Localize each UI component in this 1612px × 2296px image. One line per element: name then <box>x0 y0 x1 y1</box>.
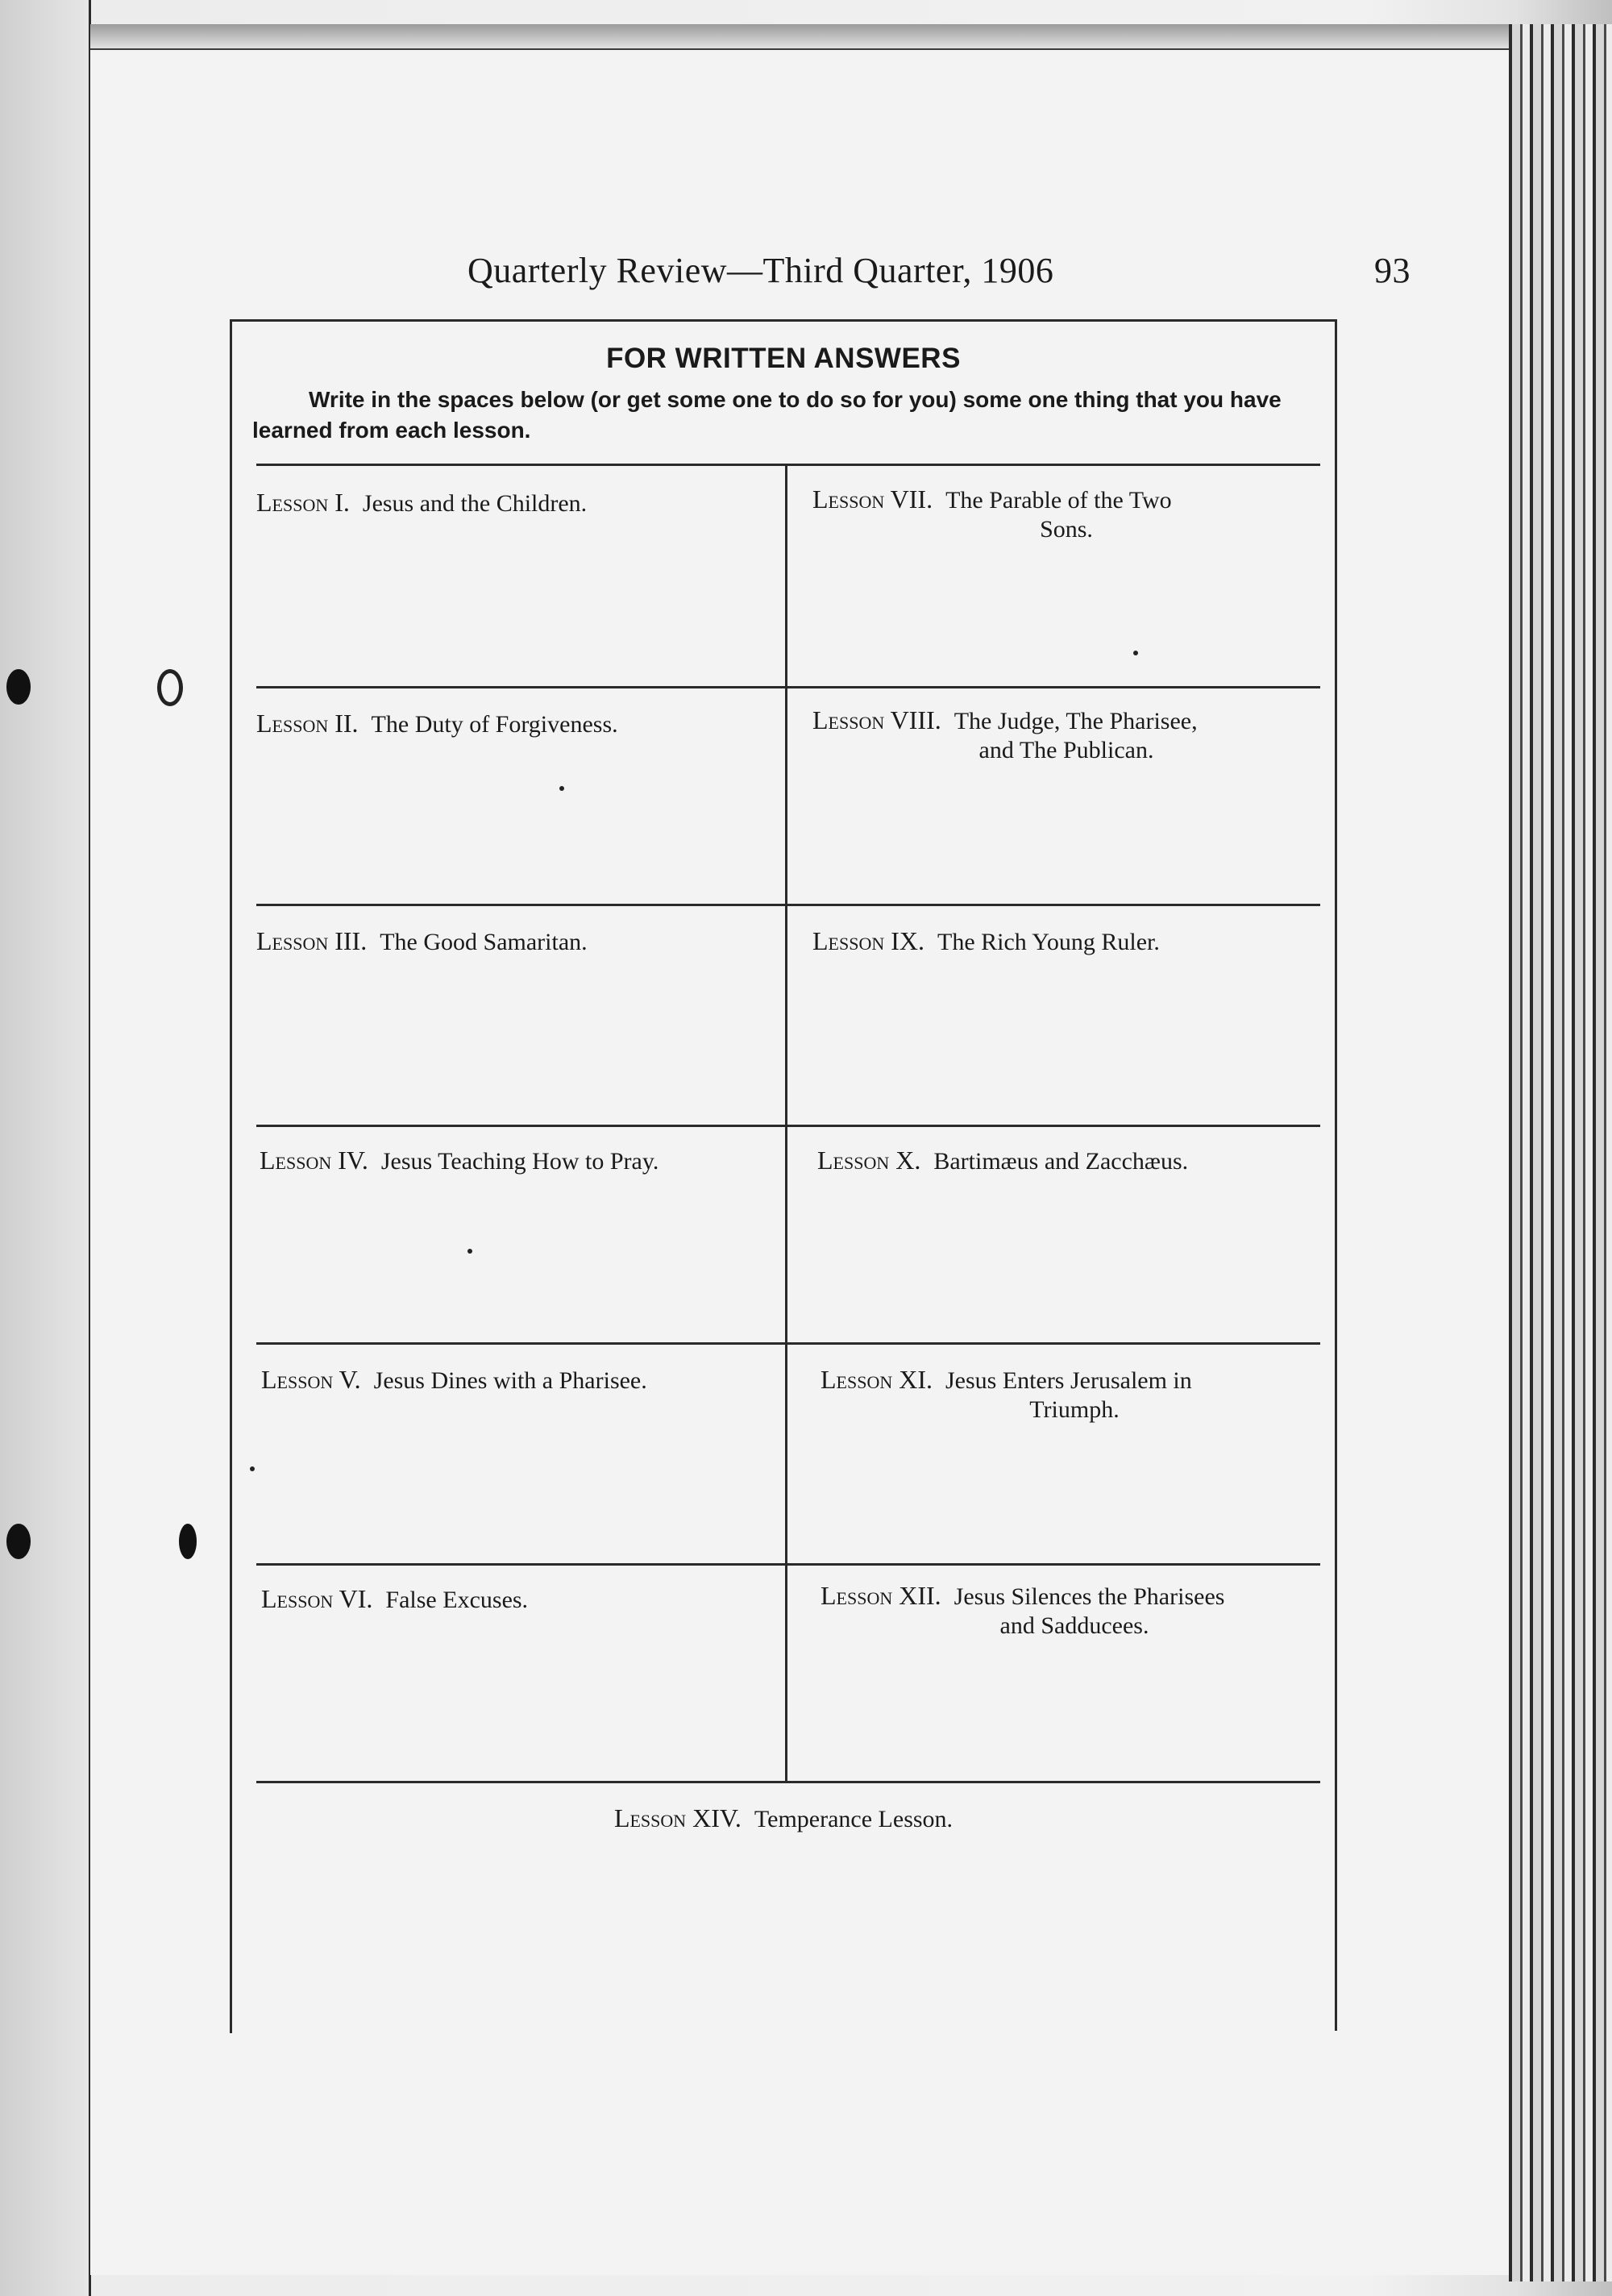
punch-hole <box>157 669 183 706</box>
lesson-title: Jesus and the Children. <box>362 490 588 517</box>
lesson-title: Jesus Teaching How to Pray. <box>380 1148 659 1175</box>
lesson-entry <box>821 1365 1328 1425</box>
lesson-title: Jesus Silences the Pharisees <box>953 1583 1225 1610</box>
print-speck <box>250 1466 255 1471</box>
punch-hole <box>6 1524 31 1559</box>
lesson-entry <box>812 485 1320 544</box>
lesson-number: Lesson XI. <box>821 1365 933 1394</box>
row-divider <box>256 904 1320 906</box>
lesson-number: Lesson X. <box>817 1146 921 1175</box>
lesson-title: The Duty of Forgiveness. <box>371 711 618 738</box>
lesson-entry <box>232 1803 1335 1834</box>
frame-edge <box>230 2028 232 2033</box>
lesson-title: Temperance Lesson. <box>754 1806 953 1832</box>
lesson-number: Lesson IX. <box>812 926 924 955</box>
lesson-entry <box>817 1146 1325 1176</box>
lesson-entry <box>261 1584 777 1615</box>
stacked-page-edges <box>1509 24 1612 2281</box>
lesson-title-continued: and Sadducees. <box>999 1612 1149 1639</box>
lesson-title: Jesus Enters Jerusalem in <box>945 1367 1192 1394</box>
lesson-entry <box>256 709 772 739</box>
print-speck <box>1133 651 1138 655</box>
lesson-number: Lesson XII. <box>821 1581 941 1610</box>
row-divider <box>256 464 1320 466</box>
lesson-entry <box>812 705 1320 765</box>
lesson-entry <box>260 1146 775 1176</box>
column-divider <box>785 464 787 1782</box>
lesson-title: The Judge, The Pharisee, <box>953 708 1198 734</box>
page-top-edge <box>90 24 1509 48</box>
lesson-title: The Parable of the Two <box>945 487 1172 514</box>
lesson-number: Lesson IV. <box>260 1146 368 1175</box>
lesson-title: The Good Samaritan. <box>380 929 588 955</box>
row-divider <box>256 1563 1320 1566</box>
print-speck <box>467 1249 472 1254</box>
lesson-entry <box>821 1581 1328 1641</box>
lesson-title: Bartimæus and Zacchæus. <box>933 1148 1189 1175</box>
lesson-number: Lesson VII. <box>812 485 933 514</box>
print-speck <box>559 786 564 791</box>
lesson-number: Lesson VIII. <box>812 705 941 734</box>
row-divider <box>256 1342 1320 1345</box>
lesson-title: The Rich Young Ruler. <box>937 929 1160 955</box>
lesson-title: False Excuses. <box>385 1587 529 1613</box>
lesson-title-continued: Triumph. <box>1029 1396 1120 1423</box>
punch-hole <box>6 669 31 705</box>
lesson-number: Lesson V. <box>261 1365 361 1394</box>
punch-hole <box>179 1524 197 1559</box>
lesson-number: Lesson XIV. <box>613 1803 742 1832</box>
lesson-entry <box>261 1365 777 1395</box>
lesson-title: Jesus Dines with a Pharisee. <box>373 1367 647 1394</box>
lesson-title-continued: Sons. <box>1040 516 1093 543</box>
running-head-title: Quarterly Review—Third Quarter, 1906 <box>467 251 1054 290</box>
lesson-number: Lesson III. <box>256 926 368 955</box>
lesson-title-continued: and The Publican. <box>978 737 1154 763</box>
page-number: 93 <box>1374 251 1410 290</box>
lesson-number: Lesson I. <box>256 488 350 517</box>
lesson-entry <box>812 926 1320 957</box>
form-heading: FOR WRITTEN ANSWERS <box>606 343 961 374</box>
lesson-entry <box>256 926 772 957</box>
lesson-entry <box>256 488 772 518</box>
binding-strip <box>0 0 91 2296</box>
written-answers-form <box>230 319 1337 2031</box>
row-divider <box>256 1781 1320 1783</box>
lesson-number: Lesson II. <box>256 709 359 738</box>
form-instructions: Write in the spaces below (or get some one to do so for you) some one thing that you have learned from each lesson. <box>252 387 1282 443</box>
row-divider <box>256 1125 1320 1127</box>
running-head <box>467 250 1410 298</box>
row-divider <box>256 686 1320 688</box>
lesson-number: Lesson VI. <box>261 1584 373 1613</box>
